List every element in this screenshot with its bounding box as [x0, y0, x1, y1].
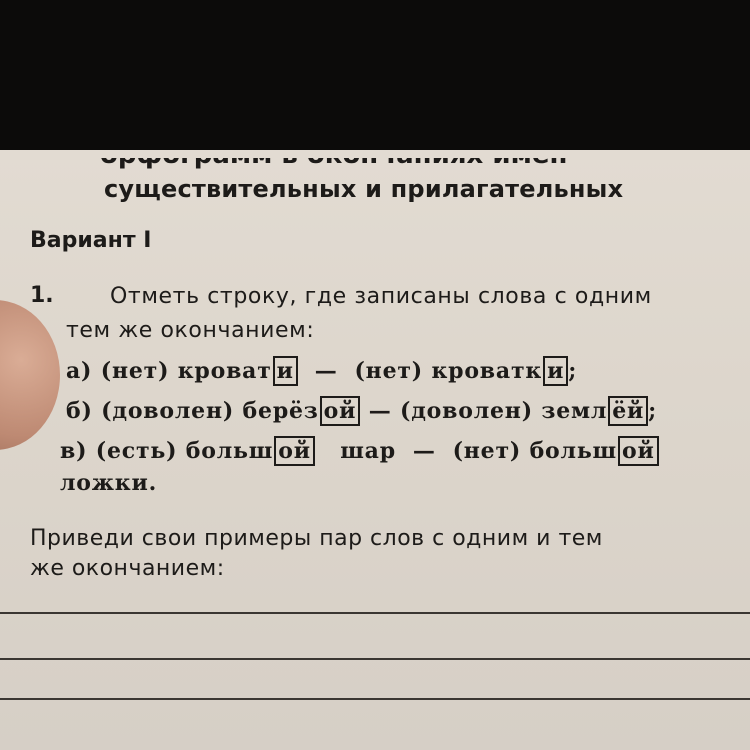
task-text-line-2: тем же окончанием: — [66, 318, 315, 343]
task-number: 1. — [30, 283, 54, 308]
option-c-ending-2: ой — [618, 436, 659, 466]
option-a — [66, 358, 577, 384]
page-title: существительных и прилагательных — [104, 175, 624, 203]
option-a-dash: — — [314, 358, 338, 384]
option-a-ending-1: и — [273, 356, 298, 386]
option-b — [66, 398, 657, 424]
answer-line-3 — [0, 698, 750, 700]
option-a-word-2: (нет) кроватк — [354, 358, 543, 384]
option-c-ending-1: ой — [274, 436, 315, 466]
option-b-label: б) — [66, 398, 93, 424]
option-a-tail: ; — [568, 358, 578, 384]
option-b-dash: — — [368, 398, 392, 424]
prompt-line-1: Приведи свои примеры пар слов с одним и тем — [30, 526, 603, 551]
option-b-word-2: (доволен) земл — [399, 398, 608, 424]
option-c — [60, 438, 659, 464]
option-a-ending-2: и — [543, 356, 568, 386]
answer-line-2 — [0, 658, 750, 660]
variant-label: Вариант I — [30, 228, 152, 253]
option-c-word-2: (нет) больш — [452, 438, 618, 464]
task-text-line-1: Отметь строку, где записаны слова с одним — [110, 284, 652, 309]
option-c-word-1: (есть) больш — [95, 438, 274, 464]
option-c-dash: — — [412, 438, 436, 464]
option-b-tail: ; — [648, 398, 658, 424]
option-c-line-2: ложки. — [60, 470, 158, 496]
option-b-ending-1: ой — [320, 396, 361, 426]
option-b-word-1: (доволен) берёз — [101, 398, 319, 424]
option-a-label: а) — [66, 358, 93, 384]
option-b-ending-2: ёй — [608, 396, 648, 426]
option-c-word-shar: шар — [340, 438, 396, 464]
option-a-word-1: (нет) кроват — [100, 358, 272, 384]
option-c-label: в) — [60, 438, 88, 464]
answer-line-1 — [0, 612, 750, 614]
prompt-line-2: же окончанием: — [30, 556, 225, 581]
